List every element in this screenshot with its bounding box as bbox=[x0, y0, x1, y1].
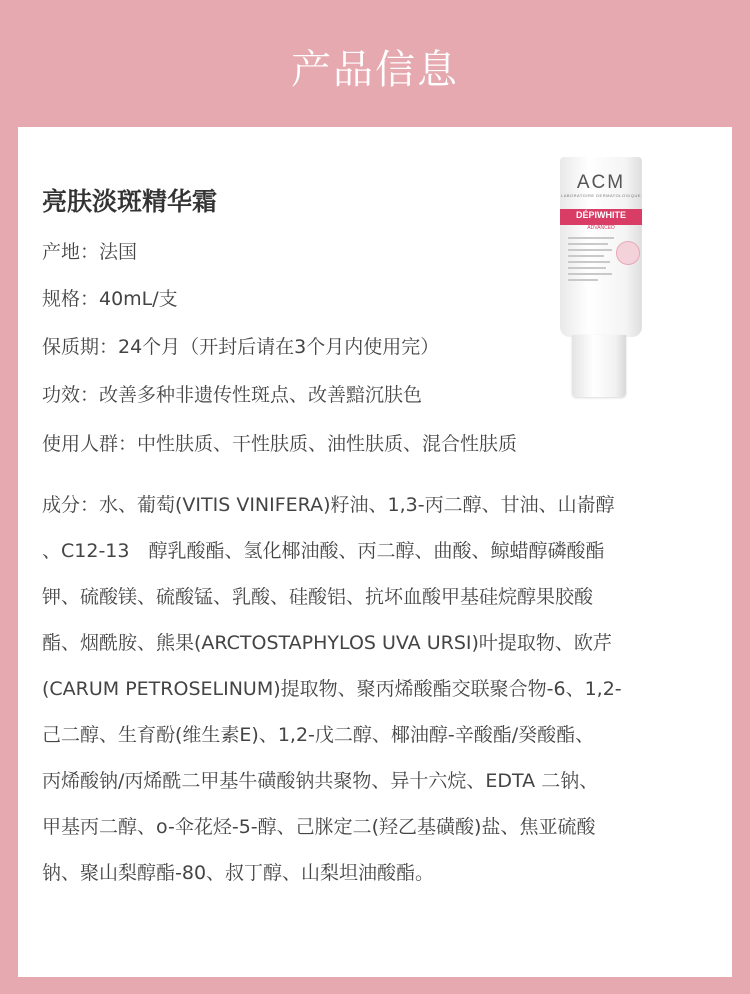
ingredients-line: 丙烯酸钠/丙烯酰二甲基牛磺酸钠共聚物、异十六烷、EDTA 二钠、 bbox=[42, 770, 599, 792]
origin-line: 产地：法国 bbox=[42, 241, 138, 263]
shelf-life-line: 保质期：24个月（开封后请在3个月内使用完） bbox=[42, 336, 440, 358]
tube-brand: DÉPIWHITE bbox=[575, 210, 626, 220]
tube-cap bbox=[572, 335, 626, 397]
tube-logo: ACM bbox=[576, 172, 626, 193]
tube-body bbox=[560, 157, 642, 337]
target-users-line: 使用人群：中性肤质、干性肤质、油性肤质、混合性肤质 bbox=[42, 433, 518, 455]
tube-logo-sub: LABORATOIRE DERMATOLOGIQUE bbox=[560, 193, 642, 198]
tube-brand-sub: ADVANCED bbox=[587, 225, 615, 231]
ingredients-line: 钠、聚山梨醇酯-80、叔丁醇、山梨坦油酸酯。 bbox=[42, 862, 435, 884]
ingredients-line: 、C12-13 醇乳酸酯、氢化椰油酸、丙二醇、曲酸、鲸蜡醇磷酸酯 bbox=[42, 540, 605, 562]
ingredients-line: 钾、硫酸镁、硫酸锰、乳酸、硅酸铝、抗坏血酸甲基硅烷醇果胶酸 bbox=[42, 586, 594, 608]
product-name: 亮肤淡斑精华霜 bbox=[42, 187, 218, 216]
ingredients-line: 成分：水、葡萄(VITIS VINIFERA)籽油、1,3-丙二醇、甘油、山嵛醇 bbox=[42, 494, 615, 516]
product-tube-image bbox=[560, 157, 642, 397]
ingredients-block bbox=[42, 482, 702, 896]
efficacy-line: 功效：改善多种非遗传性斑点、改善黯沉肤色 bbox=[42, 384, 423, 406]
tube-seal-icon bbox=[616, 241, 640, 265]
ingredients-line: 甲基丙二醇、o-伞花烃-5-醇、己脒定二(羟乙基磺酸)盐、焦亚硫酸 bbox=[42, 816, 596, 838]
ingredients-line: 酯、烟酰胺、熊果(ARCTOSTAPHYLOS UVA URSI)叶提取物、欧芹 bbox=[42, 632, 612, 654]
page-title: 产品信息 bbox=[291, 47, 459, 93]
spec-line: 规格：40mL/支 bbox=[42, 288, 178, 310]
ingredients-line: (CARUM PETROSELINUM)提取物、聚丙烯酸酯交联聚合物-6、1,2- bbox=[42, 678, 622, 700]
ingredients-line: 己二醇、生育酚(维生素E)、1,2-戊二醇、椰油醇-辛酸酯/癸酸酯、 bbox=[42, 724, 595, 746]
product-info-card bbox=[18, 127, 732, 977]
